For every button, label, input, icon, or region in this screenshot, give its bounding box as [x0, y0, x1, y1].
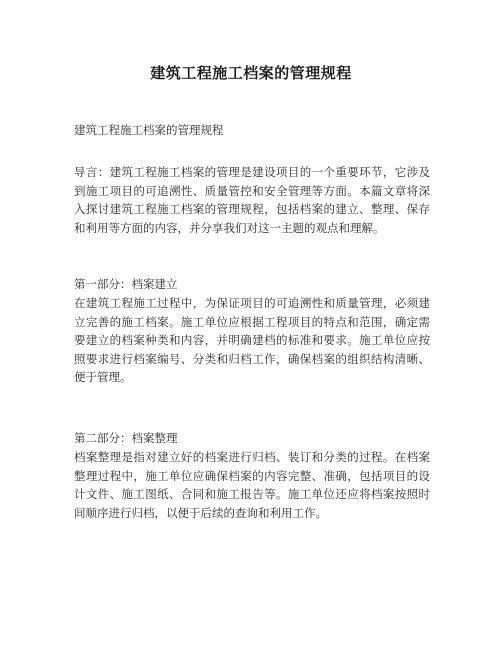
- section-body-organization: 档案整理是指对建立好的档案进行归档、装订和分类的过程。在档案整理过程中，施工单位应确保档案的内容完整、准确，包括项目的设计文件、施工图纸、合同和施工报告等。施工单位还应将档案按照时间顺序进行归档，以便于后续的查询和利用工作。: [74, 450, 430, 520]
- document-subtitle: 建筑工程施工档案的管理规程: [74, 123, 224, 137]
- section-body-establishment: 在建筑工程施工过程中，为保证项目的可追溯性和质量管理，必须建立完善的施工档案。施工单位应根据工程项目的特点和范围，确定需要建立的档案种类和内容，并明确建档的标准和要求。施工单位应按照要求进行档案编号、分类和归档工作，确保档案的组织结构清晰、便于管理。: [74, 296, 430, 385]
- section-heading-organization: 第二部分：档案整理: [74, 431, 178, 445]
- section-heading-establishment: 第一部分：档案建立: [74, 277, 178, 291]
- intro-paragraph: 导言：建筑工程施工档案的管理是建设项目的一个重要环节，它涉及到施工项目的可追溯性、质量管控和安全管理等方面。本篇文章将深入探讨建筑工程施工档案的管理规程，包括档案的建立、整理、保存和利用等方面的内容，并分享我们对这一主题的观点和理解。: [74, 165, 430, 235]
- document-title: 建筑工程施工档案的管理规程: [150, 64, 352, 82]
